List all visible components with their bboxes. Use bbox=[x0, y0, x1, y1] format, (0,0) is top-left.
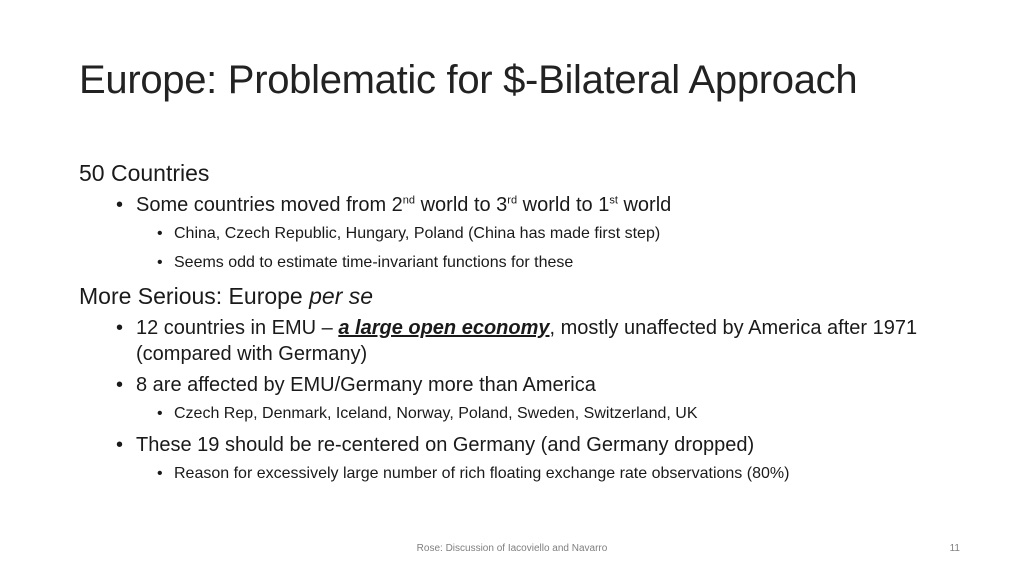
bullet-eight-affected bbox=[79, 372, 959, 398]
bullet-text: These 19 should be re-centered on Germany (and Germany dropped) bbox=[136, 434, 755, 456]
bullet-icon: • bbox=[116, 194, 124, 216]
page-number: 11 bbox=[949, 543, 960, 554]
ordinal-suffix: rd bbox=[507, 194, 518, 207]
bullet-icon: • bbox=[116, 434, 124, 456]
sub-bullet-country-list bbox=[79, 403, 959, 425]
bullet-icon: • bbox=[157, 405, 163, 422]
emphasis-large-open-economy: a large open economy bbox=[338, 317, 550, 339]
bullet-countries-moved bbox=[79, 192, 959, 218]
text-part: , mostly unaffected by America after 1971 (compared with Germany) bbox=[136, 317, 918, 365]
bullet-icon: • bbox=[116, 374, 124, 396]
heading-more-serious bbox=[79, 281, 959, 311]
sub-bullet-text: Reason for excessively large number of rich floating exchange rate observations (80%) bbox=[174, 465, 790, 482]
text-part: world to 1 bbox=[517, 194, 610, 216]
bullet-icon: • bbox=[157, 225, 163, 242]
bullet-icon: • bbox=[157, 465, 163, 482]
slide-title: Europe: Problematic for $-Bilateral Approach bbox=[79, 58, 858, 102]
sub-bullet-china bbox=[79, 223, 959, 245]
text-part: world to 3 bbox=[415, 194, 508, 216]
ordinal-suffix: st bbox=[609, 194, 618, 207]
slide-content bbox=[79, 158, 959, 492]
heading-50-countries: 50 Countries bbox=[79, 160, 210, 186]
slide-footer: Rose: Discussion of Iacoviello and Navarro bbox=[416, 543, 608, 554]
sub-bullet-text: Seems odd to estimate time-invariant functions for these bbox=[174, 254, 574, 271]
heading-italic: per se bbox=[309, 283, 374, 309]
bullet-emu-countries bbox=[79, 315, 959, 367]
sub-bullet-time-invariant bbox=[79, 252, 959, 274]
sub-bullet-text: Czech Rep, Denmark, Iceland, Norway, Poland, Sweden, Switzerland, UK bbox=[174, 405, 698, 422]
text-part: world bbox=[617, 194, 672, 216]
bullet-re-centered bbox=[79, 432, 959, 458]
text-part: 12 countries in EMU – bbox=[136, 317, 339, 339]
heading-text: More Serious: Europe bbox=[79, 283, 310, 309]
sub-bullet-text: China, Czech Republic, Hungary, Poland (China has made first step) bbox=[174, 225, 661, 242]
text-part: Some countries moved from 2 bbox=[136, 194, 403, 216]
sub-bullet-reason bbox=[79, 463, 959, 485]
bullet-icon: • bbox=[116, 317, 124, 339]
ordinal-suffix: nd bbox=[402, 194, 416, 207]
bullet-icon: • bbox=[157, 254, 163, 271]
bullet-text: 8 are affected by EMU/Germany more than America bbox=[136, 374, 596, 396]
